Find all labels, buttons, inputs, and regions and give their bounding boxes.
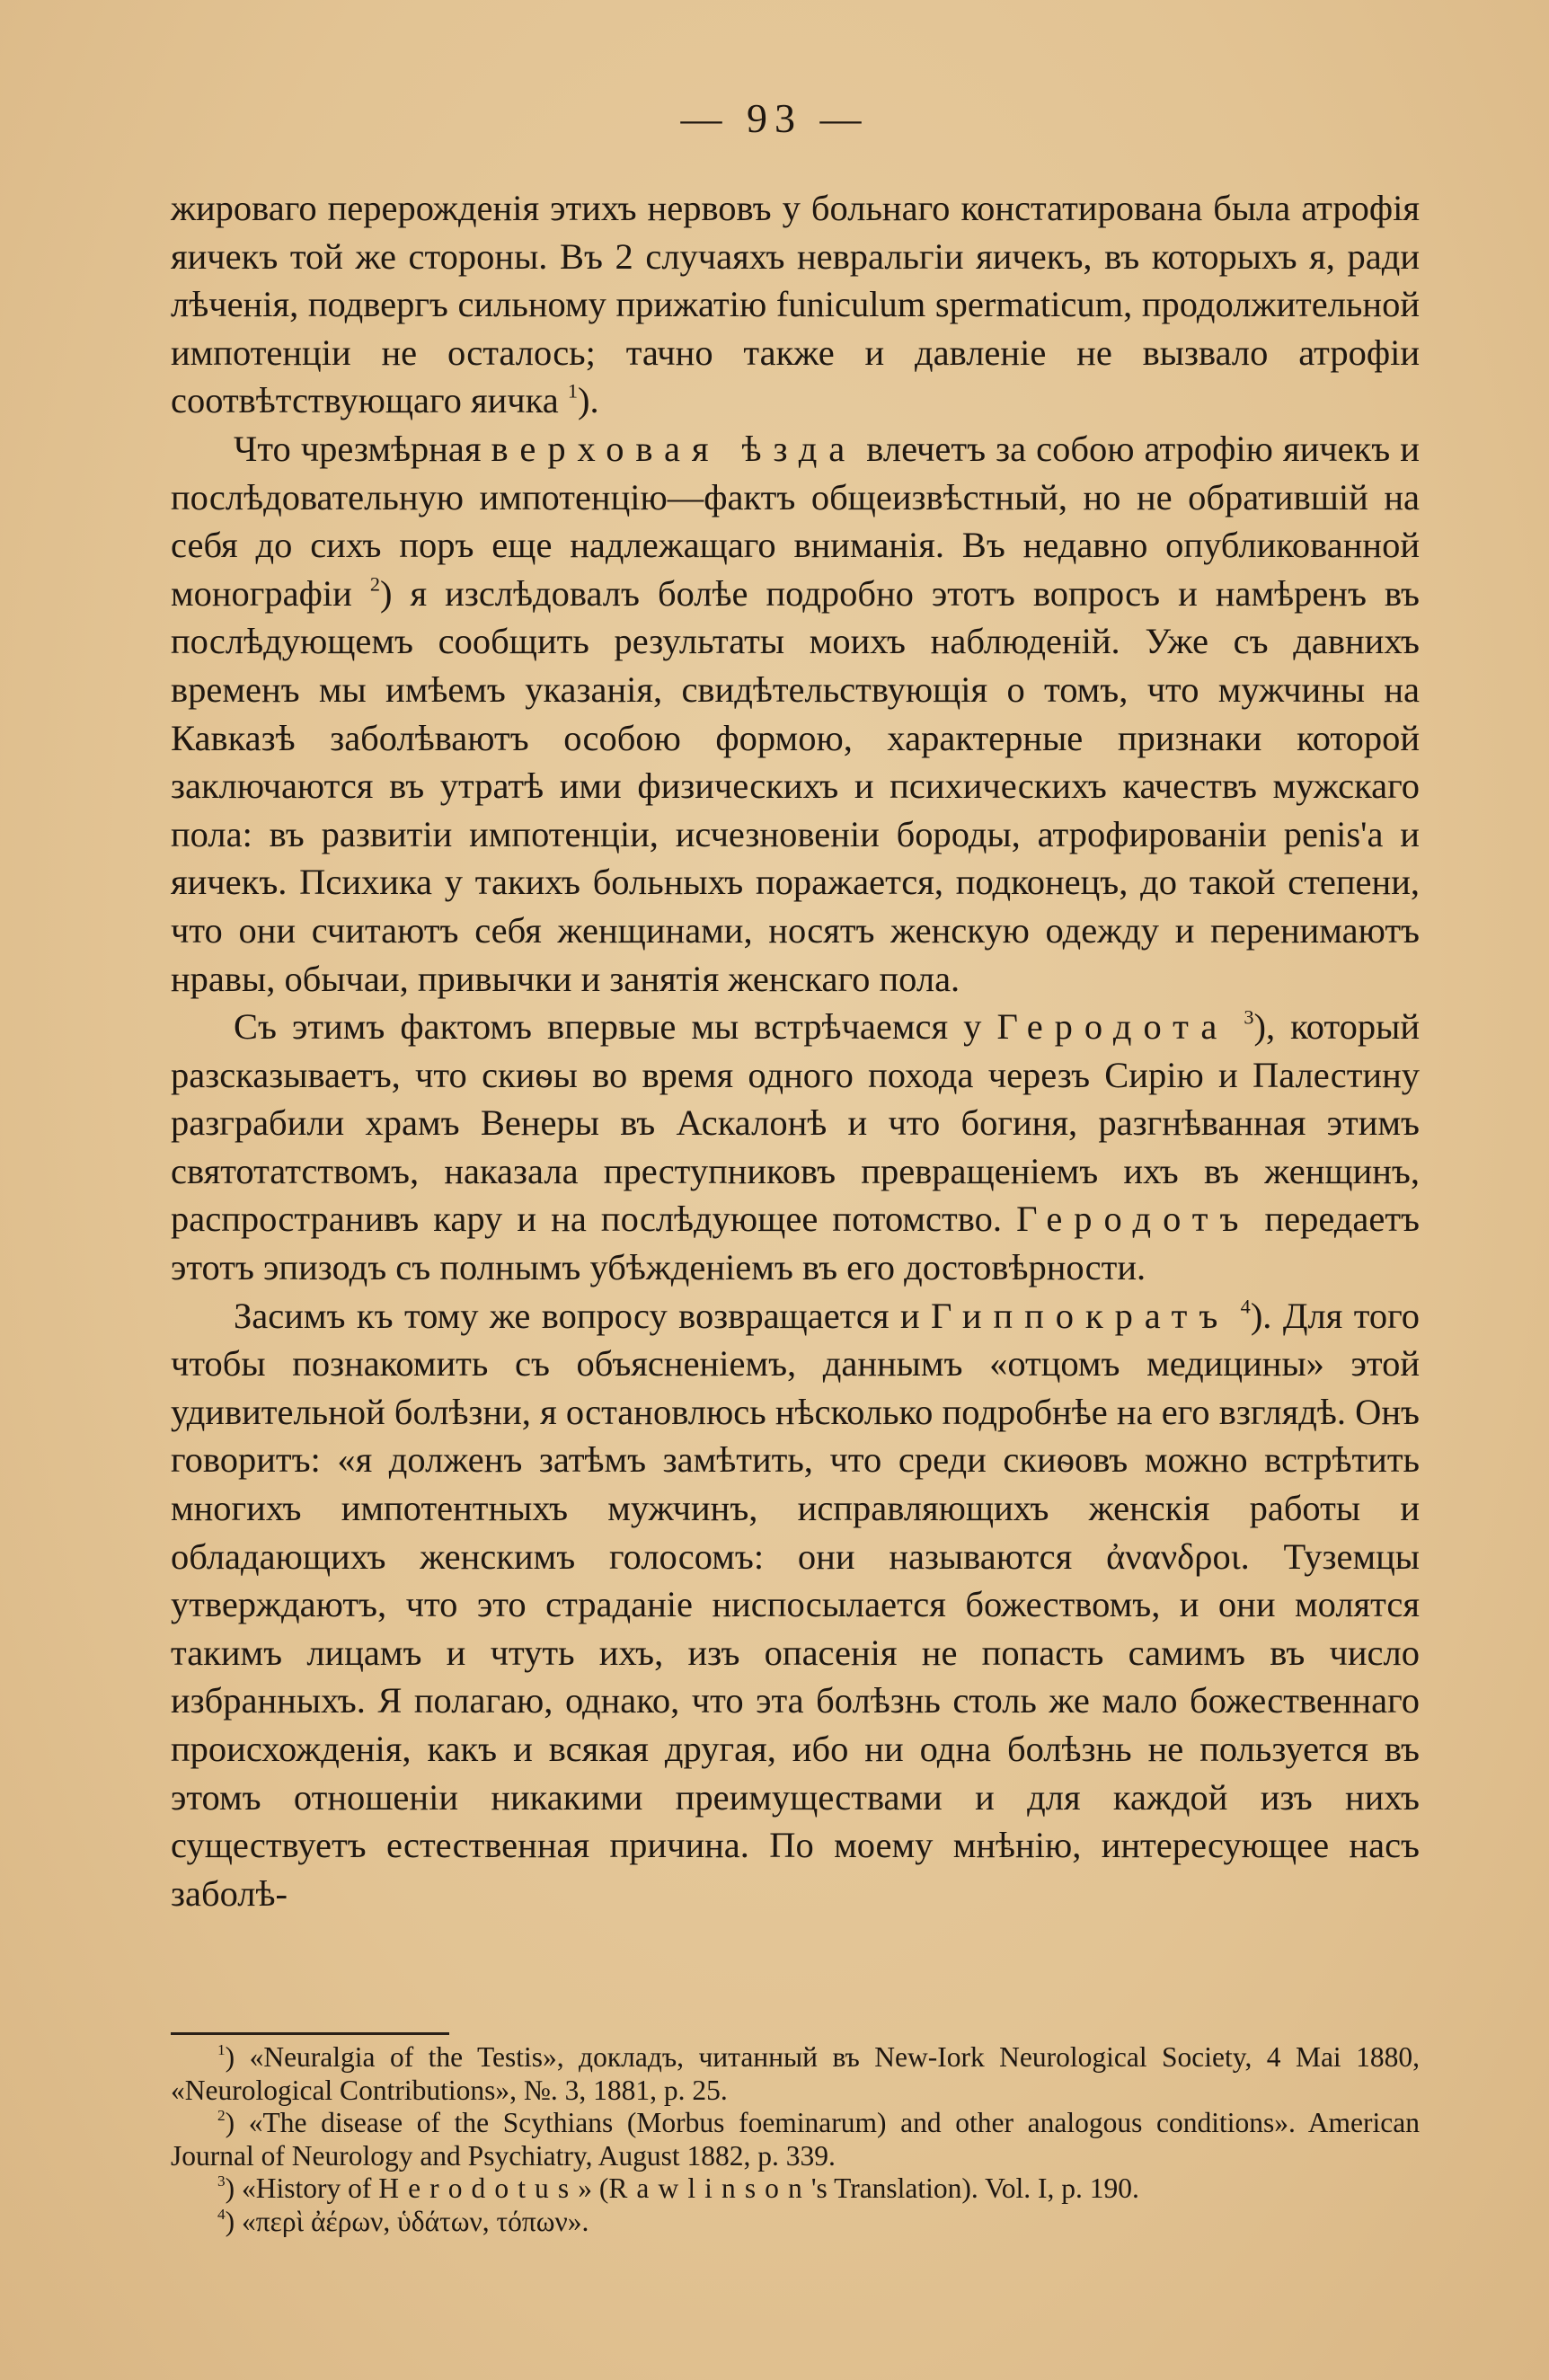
paragraph <box>171 184 1420 425</box>
text-run: ) я изслѣдовалъ болѣе подробно этотъ вопросъ и намѣренъ въ послѣдующемъ сообщить результаты моихъ наблюденій. Уже съ давнихъ временъ мы имѣемъ указанія, свидѣтельствующія о томъ, что мужчины на Кавказѣ заболѣваютъ особою формою, характерные признаки которой заключаются въ утратѣ ими физическихъ и психическихъ качествъ мужскаго пола: въ развитіи импотенціи, исчезновеніи бороды, атрофированіи penis'а и яичекъ. Психика у такихъ больныхъ поражается, подконецъ, до такой степени, что они считаютъ себя женщинами, носятъ женскую одежду и перенимаютъ нравы, обычаи, привычки и занятія женскаго пола. <box>171 572 1420 999</box>
spaced-emphasis: верховая ѣзда <box>491 428 857 469</box>
spaced-emphasis: Геродотъ <box>1016 1199 1251 1240</box>
text-run <box>1229 1296 1240 1336</box>
text-run <box>1228 1006 1244 1047</box>
text-run: ). <box>577 380 599 421</box>
text-run: Засимъ къ тому же вопросу возвращается и <box>234 1295 931 1336</box>
footnote-ref: 2 <box>217 2107 226 2125</box>
text-run: влечетъ за собою атрофію яичекъ и послѣдовательную импотенцію—фактъ общеизвѣстный, но не обратившій на себя до сихъ поръ еще надлежащаго вниманія. Въ недавно опубликованной монографіи <box>171 428 1420 614</box>
text-run: 's Translation). Vol. I, p. 190. <box>810 2172 1139 2204</box>
text-run: жироваго перерожденія этихъ нервовъ у больнаго констатирована была атрофія яичекъ той же стороны. Въ 2 случаяхъ невральгіи яичекъ, въ которыхъ я, ради лѣченія, подвергъ сильному прижатію funiculum spermaticum, продолжительной импотенціи не осталось; тачно также и давленіе не вызвало атрофіи соотвѣтствующаго яичка <box>171 188 1420 421</box>
footnote-ref: 3 <box>217 2172 226 2190</box>
footnote <box>171 2172 1420 2206</box>
text-run: ) «History of <box>225 2172 379 2204</box>
spaced-emphasis: Herodotus <box>378 2172 579 2204</box>
spaced-emphasis: Гиппократъ <box>931 1295 1230 1336</box>
text-run: передаетъ этотъ эпизодъ съ полнымъ убѣжденіемъ въ его достовѣрности. <box>171 1199 1420 1288</box>
paragraph <box>171 425 1420 1003</box>
footnote-ref: 4 <box>217 2205 226 2223</box>
spaced-emphasis: Геродота <box>996 1006 1229 1048</box>
text-run: ) «The disease of the Scythians (Morbus foeminarum) and other analogous conditions». American Journal of Neurology and Psychiatry, August 1882, p. 339. <box>171 2107 1420 2172</box>
text-run: ). Для того чтобы познакомить съ объясненіемъ, даннымъ «отцомъ медицины» этой удивительной болѣзни, я остановлюсь нѣсколько подробнѣе на его взглядѣ. Онъ говоритъ: «я долженъ затѣмъ замѣтить, что среди скиѳовъ можно встрѣтить многихъ импотентныхъ мужчинъ, исправляющихъ женскія работы и обладающихъ женскимъ голосомъ: они называются ἀνανδροι. Туземцы утверждаютъ, что это страданіе ниспосылается божествомъ, и они молятся такимъ лицамъ и чтуть ихъ, изъ опасенія не попасть самимъ въ число избранныхъ. Я полагаю, однако, что эта болѣзнь столь же мало божественнаго происхожденія, какъ и всякая другая, ибо ни одна болѣзнь не пользуется въ этомъ отношеніи никакими преимуществами и для каждой изъ нихъ существуетъ естественная причина. По моему мнѣнію, интересующее насъ заболѣ- <box>171 1295 1420 1914</box>
footnote <box>171 2041 1420 2107</box>
paragraph <box>171 1292 1420 1918</box>
text-run: ) «περὶ ἀέρων, ὑδάτων, τόπων». <box>225 2205 589 2237</box>
paragraph <box>171 1003 1420 1292</box>
footnote-ref: 4 <box>1240 1294 1251 1317</box>
footnote <box>171 2107 1420 2172</box>
footnotes <box>171 2041 1420 2238</box>
footnote <box>171 2206 1420 2239</box>
footnote-ref: 1 <box>567 379 578 403</box>
footnote-ref: 1 <box>217 2041 226 2059</box>
footnote-ref: 2 <box>369 572 380 596</box>
text-run: Съ этимъ фактомъ впервые мы встрѣчаемся у <box>234 1006 997 1048</box>
spaced-emphasis: Rawlinson <box>608 2172 811 2204</box>
footnote-ref: 3 <box>1244 1005 1254 1029</box>
footnote-separator <box>171 2032 449 2035</box>
page-number: — 93 — <box>680 95 869 141</box>
text-run: ) «Neuralgia of the Testis», докладъ, читанный въ New-Iork Neurological Society, 4 Mai 1880, «Neurological Contributions», №. 3, 1881, p. 25. <box>171 2041 1420 2106</box>
main-text <box>171 184 1420 1917</box>
text-run: » ( <box>578 2172 609 2204</box>
text-run: ), который разсказываетъ, что скиѳы во время одного похода черезъ Сирію и Палестину разграбили храмъ Венеры въ Аскалонѣ и что богиня, разгнѣванная этимъ святотатствомъ, наказала преступниковъ превращеніемъ ихъ въ женщинъ, распространивъ кару и на послѣдующее потомство. <box>171 1006 1420 1240</box>
text-run: Что чрезмѣрная <box>234 428 491 469</box>
